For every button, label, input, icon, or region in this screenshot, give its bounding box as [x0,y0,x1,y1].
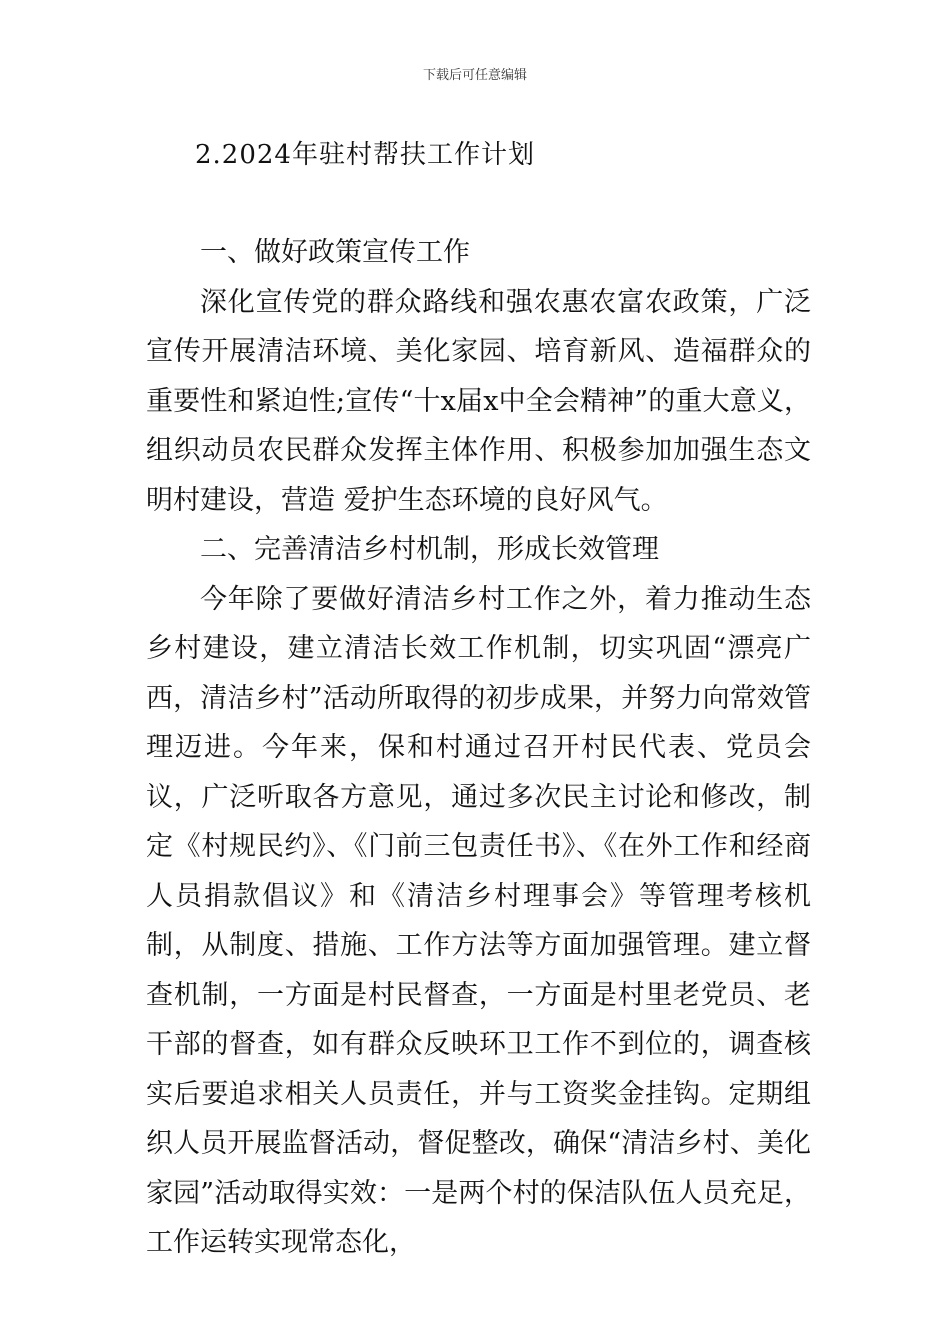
header-note: 下载后可任意编辑 [422,68,527,83]
document-body [146,228,811,1268]
section-2-paragraph: 今年除了要做好清洁乡村工作之外，着力推动生态乡村建设，建立清洁长效工作机制，切实巩固“漂亮广西，清洁乡村”活动所取得的初步成果，并努力向常效管理迈进。今年来，保和村通过召开村民代表、党员会议，广泛听取各方意见，通过多次民主讨论和修改，制定《村规民约》、《门前三包责任书》、《在外工作和经商人员捐款倡议》和《清洁乡村理事会》等管理考核机制，从制度、措施、工作方法等方面加强管理。建立督查机制，一方面是村民督查，一方面是村里老党员、老干部的督查，如有群众反映环卫工作不到位的，调查核实后要追求相关人员责任，并与工资奖金挂钩。定期组织人员开展监督活动，督促整改，确保“清洁乡村、美化家园”活动取得实效：一是两个村的保洁队伍人员充足，工作运转实现常态化， [146,583,811,1258]
section-1-paragraph: 深化宣传党的群众路线和强农惠农富农政策，广泛宣传开展清洁环境、美化家园、培育新风、造福群众的重要性和紧迫性;宣传“十x届x中全会精神”的重大意义，组织动员农民群众发挥主体作用、积极参加加强生态文明村建设，营造 爱护生态环境的良好风气。 [146,286,811,516]
section-1-heading: 一、做好政策宣传工作 [200,237,470,268]
document-title: 2.2024年驻村帮扶工作计划 [195,140,535,170]
section-2-heading: 二、完善清洁乡村机制，形成长效管理 [200,534,659,565]
